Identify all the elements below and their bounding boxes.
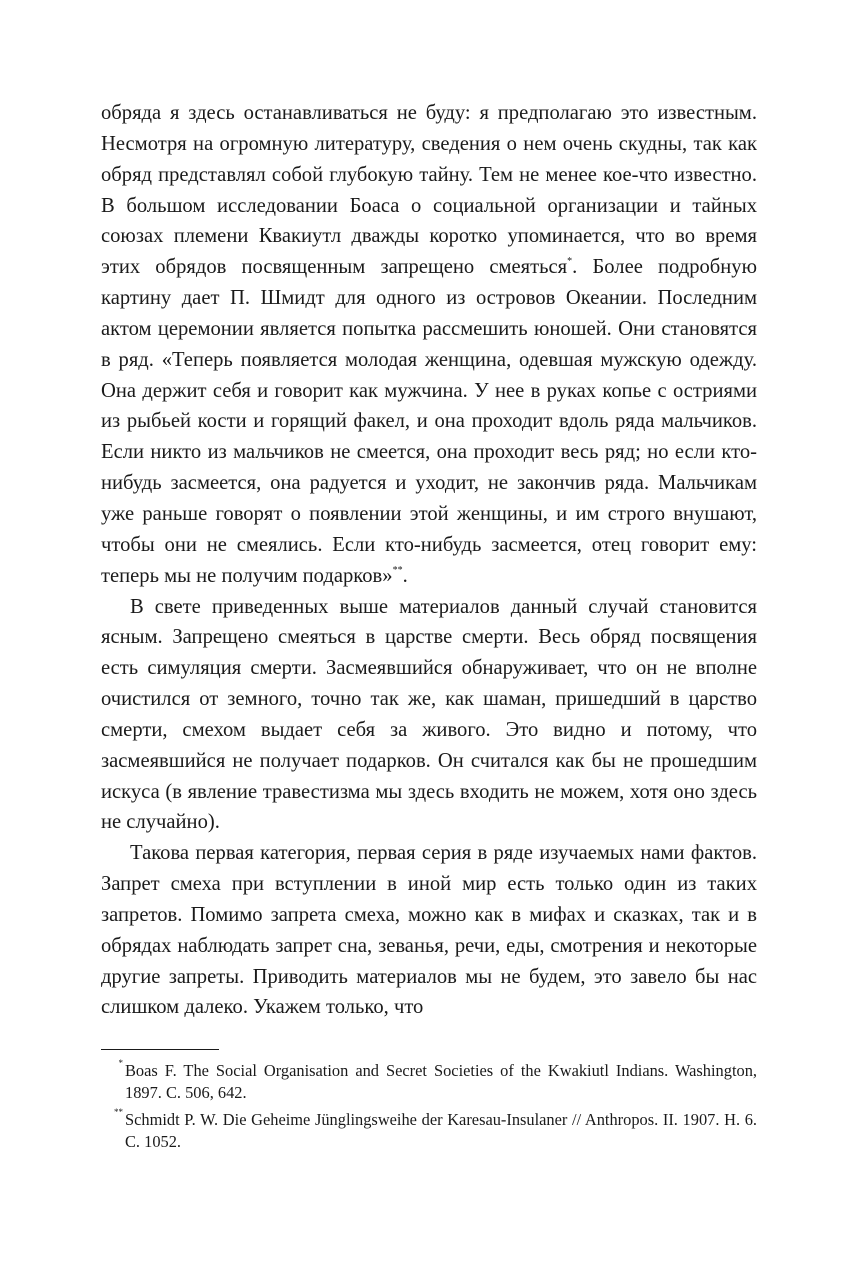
footnotes [101,1060,757,1158]
footnote-ref-2[interactable]: ** [392,564,403,576]
footnote-ref-1[interactable]: * [567,256,573,268]
paragraph-2: В свете приведенных выше материалов данный случай становится ясным. Запрещено смеяться в царстве смерти. Весь обряд посвящения есть симуляция смерти. Засмеявшийся обнаруживает, что он не вполне очистился от земного, точно так же, как шаман, пришедший в царство смерти, смехом выдает себя за живого. Это видно и потому, что засмеявшийся не получает подарков. Он считался как бы не прошедшим искуса (в явление травестизма мы здесь входить не можем, хотя оно здесь не случайно). [101,595,757,834]
footnote-2 [101,1109,757,1152]
footnote-1-text: Boas F. The Social Organisation and Secret Societies of the Kwakiutl Indians. Washington, 1897. C. 506, 642. [125,1061,757,1102]
paragraph-3: Такова первая категория, первая серия в ряде изучаемых нами фактов. Запрет смеха при вступлении в иной мир есть только один из таких запретов. Помимо запрета смеха, можно как в мифах и сказках, так и в обрядах наблюдать запрет сна, зеванья, речи, еды, смотрения и некоторые другие запреты. Приводить материалов мы не будем, это завело бы нас слишком далеко. Укажем только, что [101,842,757,1019]
paragraph-1 [101,98,757,592]
paragraph-1-text-a: обряда я здесь останавливаться не буду: я предполагаю это известным. Несмотря на огромную литературу, сведения о нем очень скудны, так как обряд представлял собой глубокую тайну. Тем не менее кое-что известно. В большом исследовании Боаса о социальной организации и тайных союзах племени Квакиутл дважды коротко упоминается, что во время этих обрядов посвященным запрещено смеяться [101,102,757,279]
paragraph-1-text-c: . [402,564,408,587]
footnote-1-mark: * [118,1058,123,1068]
main-text [101,98,757,1023]
paragraph-1-text-b: . Более подробную картину дает П. Шмидт для одного из островов Океании. Последним актом церемонии является попытка рассмешить юношей. Они становятся в ряд. «Теперь появляется молодая женщина, одевшая мужскую одежду. Она держит себя и говорит как мужчина. У нее в руках копье с остриями из рыбьей кости и горящий факел, и она проходит вдоль ряда мальчиков. Если никто из мальчиков не смеется, она проходит весь ряд; но если кто-нибудь засмеется, она радуется и уходит, не закончив ряда. Мальчикам уже раньше говорят о появлении этой женщины, и им строго внушают, чтобы они не смеялись. Если кто-нибудь засмеется, отец говорит ему: теперь мы не получим подарков» [101,256,757,587]
footnote-1 [101,1060,757,1103]
footnote-2-text: Schmidt P. W. Die Geheime Jünglingsweihe der Karesau-Insulaner // Anthropos. II. 1907. H. 6. C. 1052. [125,1110,757,1151]
footnote-2-mark: ** [114,1107,123,1117]
footnote-divider [101,1049,219,1050]
page-body [101,98,757,1023]
